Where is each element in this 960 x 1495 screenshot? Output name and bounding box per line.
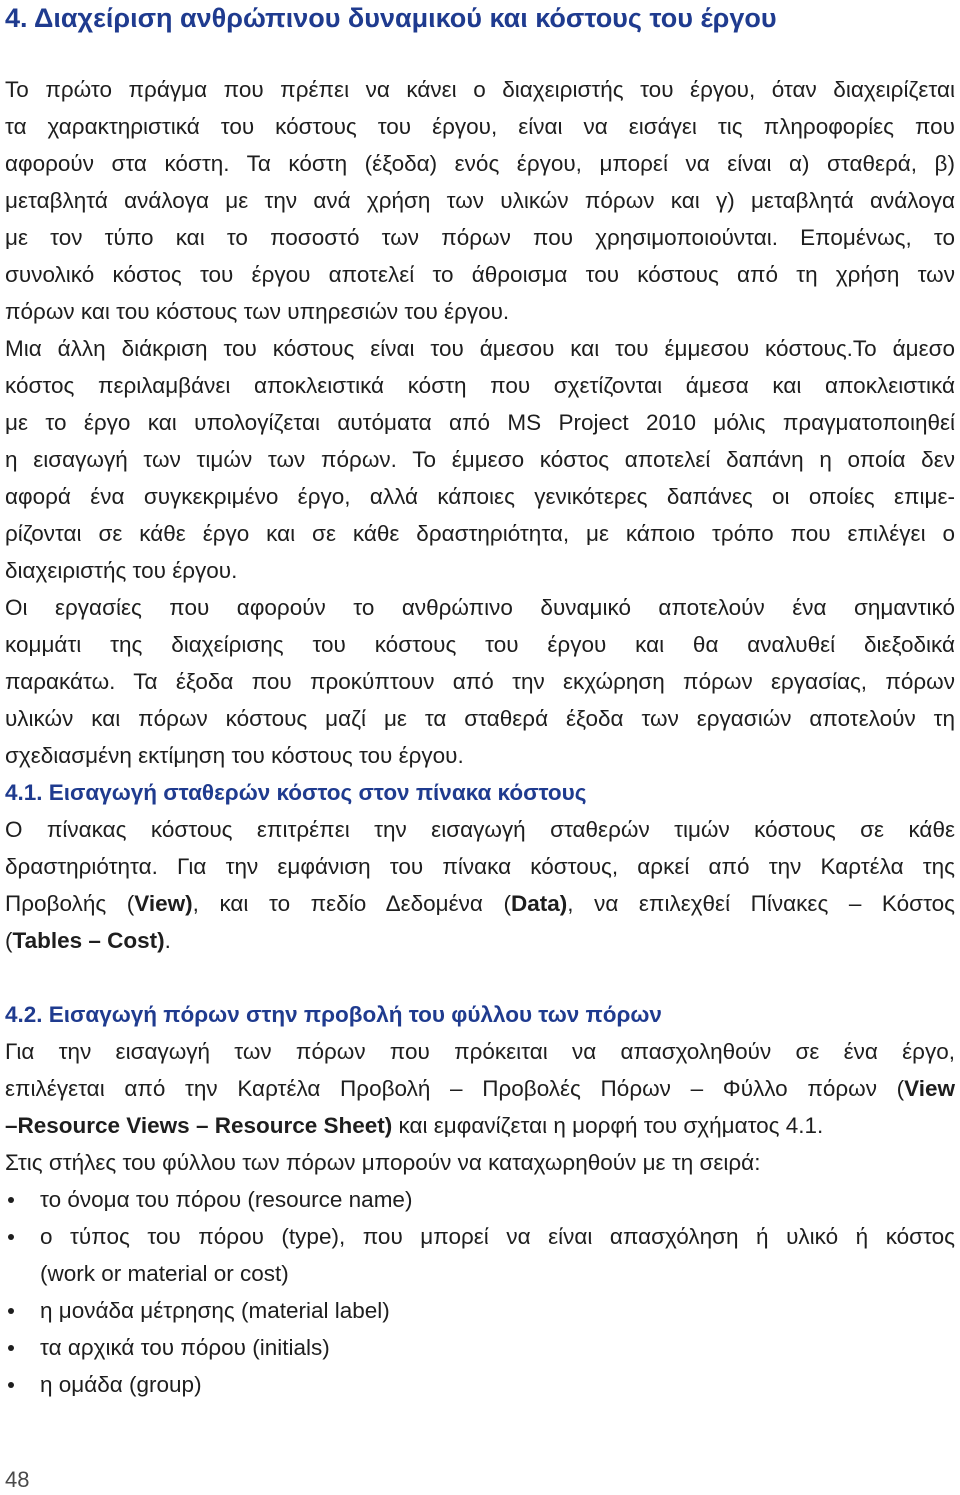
text-line: η μονάδα μέτρησης (material label): [40, 1298, 390, 1323]
page-number: 48: [5, 1467, 30, 1492]
text-line: το όνομα του πόρου (resource name): [40, 1187, 413, 1212]
text-run: , να επιλεχθεί Πίνακες – Κόστος: [567, 891, 955, 916]
bullet-item-text: [40, 1292, 955, 1329]
text-line: συνολικό κόστος του έργου αποτελεί το άθροισμα του κόστους από τη χρήση των: [5, 262, 955, 287]
chapter-title: 4. Διαχείριση ανθρώπινου δυναμικού και κόστους του έργου: [5, 3, 777, 33]
bullet-item-text: [40, 1366, 955, 1403]
bullet-item: [5, 1292, 955, 1329]
text-line: με το έργο και υπολογίζεται αυτόματα από MS Project 2010 μόλις πραγματοποιηθεί: [5, 410, 955, 435]
text-line: υλικών και πόρων κόστους μαζί με τα σταθερά έξοδα των εργασιών αποτελούν τη: [5, 706, 955, 731]
paragraph: [5, 330, 955, 589]
text-line: Ο πίνακας κόστους επιτρέπει την εισαγωγή σταθερών τιμών κόστους σε κάθε: [5, 817, 955, 842]
bullet-item-text: [40, 1181, 955, 1218]
text-line: ρίζονται σε κάθε έργο και σε κάθε δραστηριότητα, με κάποιο τρόπο που επιλέγει ο: [5, 521, 955, 546]
bullet-item-text: [40, 1218, 955, 1292]
text-line: Για την εισαγωγή των πόρων που πρόκειται να απασχοληθούν σε ένα έργο,: [5, 1039, 955, 1064]
bullet-item: [5, 1329, 955, 1366]
paragraph: [5, 589, 955, 774]
bold-term: View: [904, 1076, 955, 1101]
bullet-list: [5, 1181, 955, 1403]
text-line: κόστος περιλαμβάνει αποκλειστικά κόστη που σχετίζονται άμεσα και αποκλειστικά: [5, 373, 955, 398]
section-heading: 4.1. Εισαγωγή σταθερών κόστος στον πίνακα κόστους: [5, 780, 587, 805]
text-run: , και το πεδίο Δεδομένα (: [192, 891, 511, 916]
text-line: μεταβλητά ανάλογα με την ανά χρήση των υλικών πόρων και γ) μεταβλητά ανάλογα: [5, 188, 955, 213]
text-line: δραστηριότητα. Για την εμφάνιση του πίνακα κόστους, αρκεί από την Καρτέλα της: [5, 854, 955, 879]
bullet-icon: [8, 1345, 14, 1351]
text-line: τα αρχικά του πόρου (initials): [40, 1335, 330, 1360]
text-line: πόρων και του κόστους των υπηρεσιών του έργου.: [5, 299, 510, 324]
bullet-icon: [8, 1234, 14, 1240]
text-line: η εισαγωγή των τιμών των πόρων. Το έμμεσο κόστος αποτελεί δαπάνη η οποία δεν: [5, 447, 955, 472]
text-run: .: [164, 928, 171, 953]
paragraph: [5, 1033, 955, 1144]
text-line: Οι εργασίες που αφορούν το ανθρώπινο δυναμικό αποτελούν ένα σημαντικό: [5, 595, 955, 620]
paragraph: [5, 1144, 955, 1181]
paragraph: [5, 811, 955, 959]
text-line: με τον τύπο και το ποσοστό των πόρων που χρησιμοποιούνται. Επομένως, το: [5, 225, 955, 250]
bullet-icon: [8, 1308, 14, 1314]
text-line: σχεδιασμένη εκτίμηση του κόστους του έργου.: [5, 743, 464, 768]
text-line: αφορά ένα συγκεκριμένο έργο, αλλά κάποιες γενικότερες δαπάνες οι οποίες επιμε-: [5, 484, 955, 509]
text-run: (: [5, 928, 13, 953]
text-line: η ομάδα (group): [40, 1372, 202, 1397]
bullet-item: [5, 1218, 955, 1292]
bold-term: Data): [510, 891, 568, 916]
text-line: [5, 1107, 955, 1144]
bullet-icon: [8, 1382, 14, 1388]
text-line: [5, 922, 955, 959]
text-line: αφορούν στα κόστη. Τα κόστη (έξοδα) ενός έργου, μπορεί να είναι α) σταθερά, β): [5, 151, 955, 176]
text-line: διαχειριστής του έργου.: [5, 558, 238, 583]
text-line: κομμάτι της διαχείρισης του κόστους του έργου και θα αναλυθεί διεξοδικά: [5, 632, 955, 657]
text-line: [5, 1070, 955, 1107]
paragraph: [5, 71, 955, 330]
bold-term: View): [134, 891, 193, 916]
page-content: [5, 71, 955, 1403]
text-line: Μια άλλη διάκριση του κόστους είναι του άμεσου και του έμμεσου κόστους.Το άμεσο: [5, 336, 955, 361]
text-line: τα χαρακτηριστικά του κόστους του έργου, είναι να εισάγει τις πληροφορίες που: [5, 114, 955, 139]
text-line: Το πρώτο πράγμα που πρέπει να κάνει ο διαχειριστής του έργου, όταν διαχειρίζεται: [5, 77, 955, 102]
text-run: επιλέγεται από την Καρτέλα Προβολή – Προβολές Πόρων – Φύλλο πόρων (: [5, 1076, 905, 1101]
bold-term: Tables – Cost): [12, 928, 165, 953]
text-run: και εμφανίζεται η μορφή του σχήματος 4.1.: [392, 1113, 824, 1138]
text-line: Στις στήλες του φύλλου των πόρων μπορούν να καταχωρηθούν με τη σειρά:: [5, 1150, 761, 1175]
text-line: (work or material or cost): [40, 1261, 289, 1286]
text-line: [5, 885, 955, 922]
text-line: ο τύπος του πόρου (type), που μπορεί να είναι απασχόληση ή υλικό ή κόστος: [40, 1224, 955, 1249]
bold-term: –Resource Views – Resource Sheet): [5, 1113, 393, 1138]
bullet-item-text: [40, 1329, 955, 1366]
text-line: παρακάτω. Τα έξοδα που προκύπτουν από την εκχώρηση πόρων εργασίας, πόρων: [5, 669, 955, 694]
bullet-item: [5, 1181, 955, 1218]
bullet-icon: [8, 1197, 14, 1203]
text-run: Προβολής (: [5, 891, 135, 916]
section-heading: 4.2. Εισαγωγή πόρων στην προβολή του φύλλου των πόρων: [5, 1002, 662, 1027]
bullet-item: [5, 1366, 955, 1403]
